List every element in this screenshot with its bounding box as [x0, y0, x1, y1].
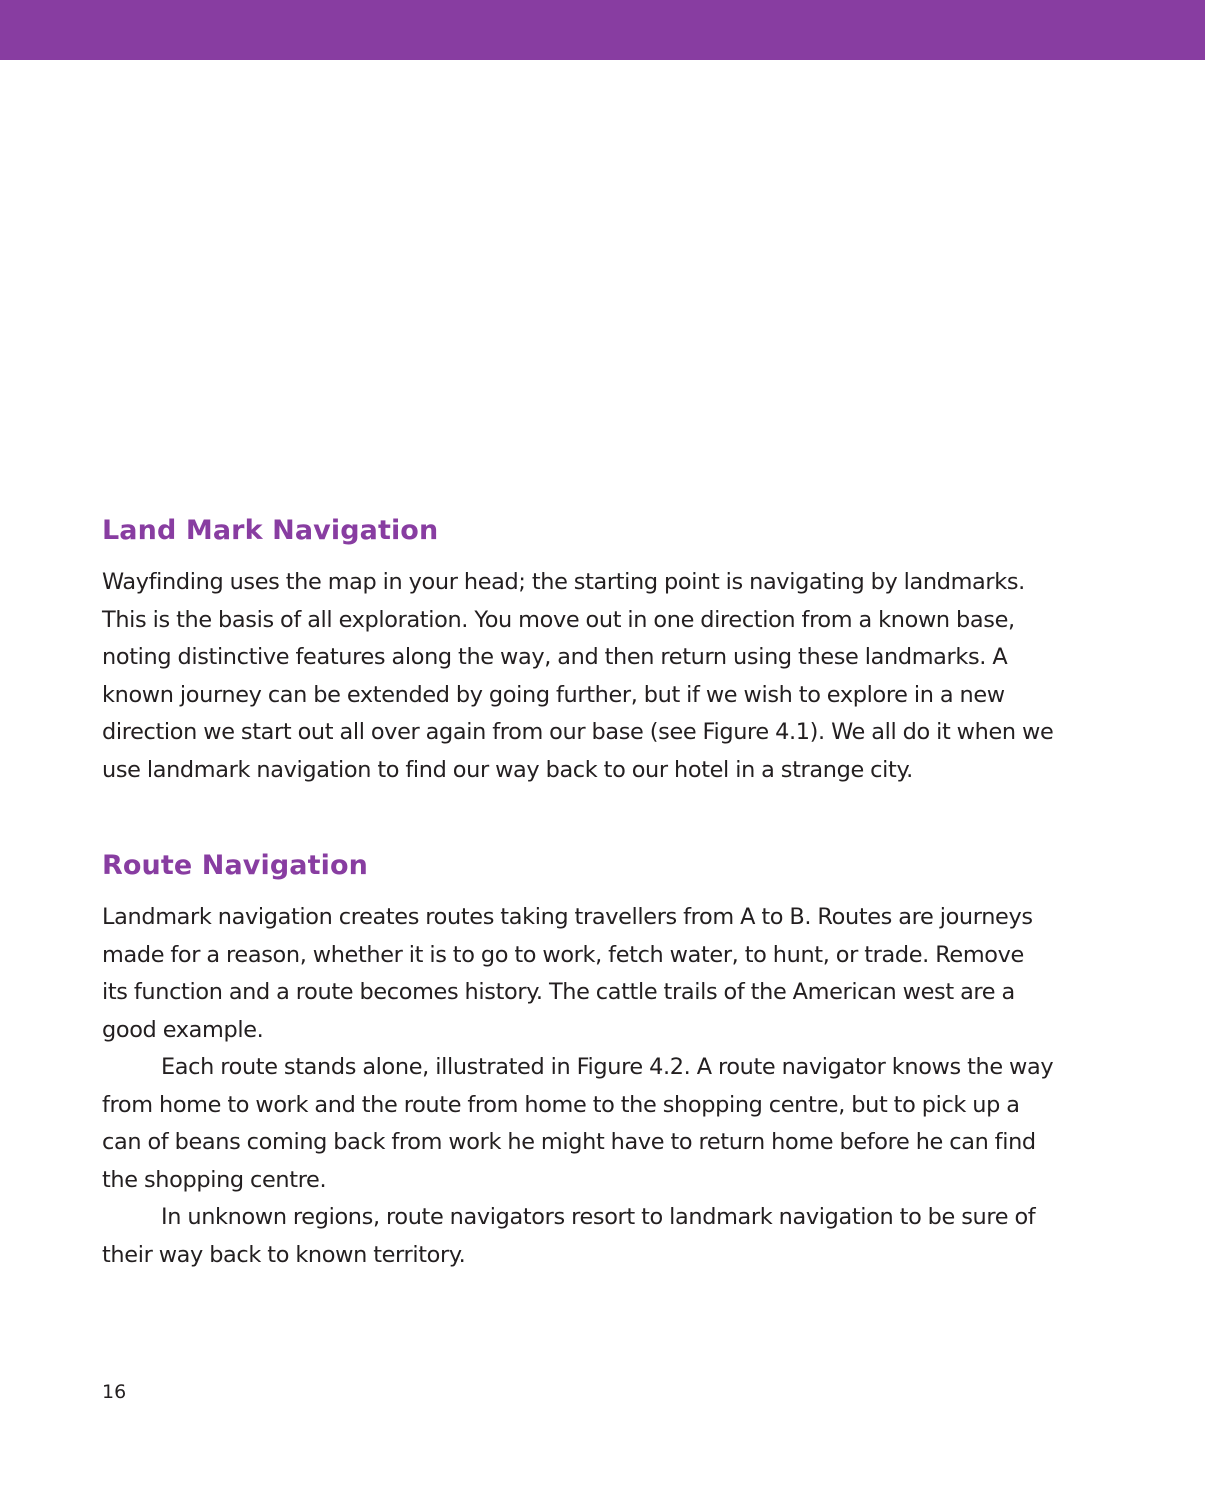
- top-color-band: [0, 0, 1205, 60]
- section-landmark-navigation: [102, 509, 1054, 789]
- page-number: 16: [102, 1381, 127, 1403]
- page-body: [102, 509, 1054, 1274]
- body-paragraph: Wayfinding uses the map in your head; the starting point is navigating by landmarks. This is the basis of all exploration. You move out in one direction from a known base, noting distinctive features along the way, and then return using these landmarks. A known journey can be extended by going further, but if we wish to explore in a new direction we start out all over again from our base (see Figure 4.1). We all do it when we use landmark navigation to find our way back to our hotel in a strange city.: [102, 569, 1054, 783]
- body-paragraph: In unknown regions, route navigators resort to landmark navigation to be sure of their way back to known territory.: [102, 1204, 1036, 1268]
- body-paragraph: Each route stands alone, illustrated in Figure 4.2. A route navigator knows the way from home to work and the route from home to the shopping centre, but to pick up a can of beans coming back from work he might have to return home before he can find the shopping centre.: [102, 1054, 1054, 1193]
- body-paragraph: Landmark navigation creates routes taking travellers from A to B. Routes are journeys made for a reason, whether it is to go to work, fetch water, to hunt, or trade. Remove its function and a route becomes history. The cattle trails of the American west are a good example.: [102, 904, 1033, 1043]
- section-route-navigation: [102, 844, 1054, 1274]
- section-heading: Route Navigation: [102, 850, 368, 881]
- section-heading: Land Mark Navigation: [102, 515, 439, 546]
